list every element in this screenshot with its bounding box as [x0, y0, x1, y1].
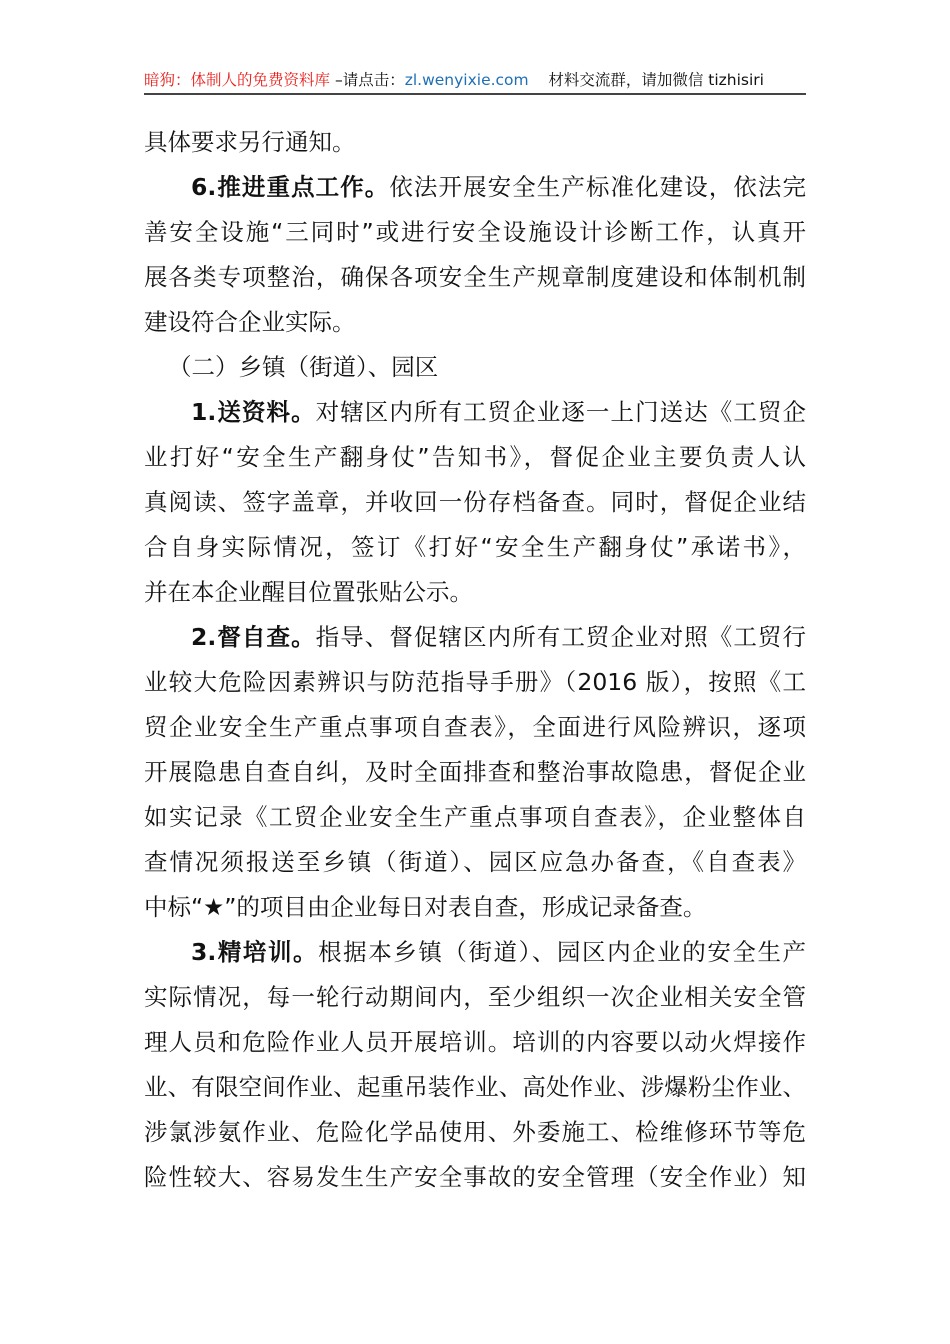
item-heading: 2.督自查。 [191, 623, 316, 651]
paragraph-line: 合自身实际情况，签订《打好“安全生产翻身仗”承诺书》， [144, 533, 806, 561]
paragraph-line: 涉氯涉氨作业、危险化学品使用、外委施工、检维修环节等危 [144, 1118, 806, 1146]
paragraph-line: 并在本企业醒目位置张贴公示。 [144, 578, 473, 606]
paragraph-line: 中标“★”的项目由企业每日对表自查，形成记录备查。 [144, 893, 707, 921]
item-heading: 6.推进重点工作。 [191, 173, 390, 201]
paragraph-line: 展各类专项整治，确保各项安全生产规章制度建设和体制机制 [144, 263, 806, 291]
paragraph-line: 险性较大、容易发生生产安全事故的安全管理（安全作业）知 [144, 1163, 806, 1191]
item-heading: 3.精培训。 [191, 938, 319, 966]
paragraph-text: 依法开展安全生产标准化建设，依法完 [389, 173, 806, 201]
paragraph-line: 真阅读、签字盖章，并收回一份存档备查。同时，督促企业结 [144, 488, 806, 516]
paragraph-first-line [144, 615, 806, 660]
item-heading: 1.送资料。 [191, 398, 316, 426]
paragraph-first-line [144, 930, 806, 975]
paragraph-line: 业打好“安全生产翻身仗”告知书》，督促企业主要负责人认 [144, 443, 806, 471]
site-link[interactable]: zl.wenyixie.com [404, 71, 529, 89]
paragraph-line: 业、有限空间作业、起重吊装作业、高处作业、涉爆粉尘作业、 [144, 1073, 806, 1101]
paragraph-line: 建设符合企业实际。 [144, 308, 356, 336]
document-body [144, 120, 806, 1200]
paragraph-line: 实际情况，每一轮行动期间内，至少组织一次企业相关安全管 [144, 983, 806, 1011]
paragraph-line: 开展隐患自查自纠，及时全面排查和整治事故隐患，督促企业 [144, 758, 806, 786]
site-name-text: 暗狗：体制人的免费资料库 [144, 71, 331, 89]
paragraph-line: 具体要求另行通知。 [144, 128, 356, 156]
paragraph-text: 根据本乡镇（街道）、园区内企业的安全生产 [318, 938, 806, 966]
click-prompt-text: –请点击： [330, 71, 405, 89]
section-title: （二）乡镇（街道）、园区 [168, 353, 439, 381]
paragraph-line: 如实记录《工贸企业安全生产重点事项自查表》，企业整体自 [144, 803, 806, 831]
paragraph-text: 对辖区内所有工贸企业逐一上门送达《工贸企 [315, 398, 806, 426]
page-header-banner [144, 68, 806, 92]
header-divider [144, 93, 806, 95]
paragraph-first-line [144, 390, 806, 435]
wechat-group-text: 材料交流群，请加微信 tizhisiri [528, 71, 764, 89]
paragraph-text: 指导、督促辖区内所有工贸企业对照《工贸行 [315, 623, 806, 651]
paragraph-first-line [144, 165, 806, 210]
paragraph-line: 善安全设施“三同时”或进行安全设施设计诊断工作，认真开 [144, 218, 806, 246]
paragraph-line: 贸企业安全生产重点事项自查表》，全面进行风险辨识，逐项 [144, 713, 806, 741]
paragraph-line: 业较大危险因素辨识与防范指导手册》（2016 版），按照《工 [144, 668, 806, 696]
paragraph-line: 理人员和危险作业人员开展培训。培训的内容要以动火焊接作 [144, 1028, 806, 1056]
paragraph-line: 查情况须报送至乡镇（街道）、园区应急办备查，《自查表》 [144, 848, 806, 876]
